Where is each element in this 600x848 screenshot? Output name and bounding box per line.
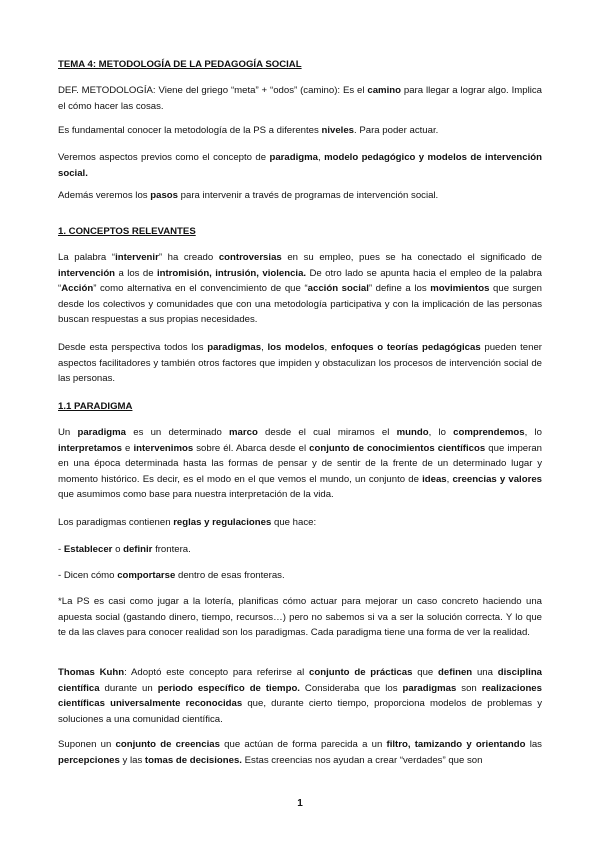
section-heading: 1.1 PARADIGMA — [58, 401, 133, 412]
body-paragraph: Desde esta perspectiva todos los paradigmas, los modelos, enfoques o teorías pedagógicas pueden tener aspectos facilitadores y también otros factores que impiden y obstaculizan los procesos de intervención social de las personas. — [58, 342, 542, 384]
intro-paragraph: DEF. METODOLOGÍA: Viene del griego “meta” + “odos” (camino): Es el camino para llegar a lograr algo. Implica el cómo hacer las cosas. — [58, 85, 542, 112]
list-item: - Establecer o definir frontera. — [58, 544, 191, 555]
body-paragraph: *La PS es casi como jugar a la lotería, planificas cómo actuar para mejorar un caso concreto haciendo una apuesta social (gastando dinero, tiempo, recursos…) pero no sabemos si va a ser la solución correcta. Y lo que te da las claves para conocer realidad son los paradigmas. Cada paradigma tiene una forma de ver la realidad. — [58, 596, 542, 638]
page-number: 1 — [297, 798, 303, 809]
body-paragraph: Los paradigmas contienen reglas y regulaciones que hace: — [58, 517, 317, 528]
body-paragraph: Thomas Kuhn: Adoptó este concepto para referirse al conjunto de prácticas que definen una disciplina científica durante un periodo específico de tiempo. Consideraba que los paradigmas son realizaciones científicas universalmente reconocidas que, durante cierto tiempo, proporciona modelos de problemas y soluciones a una comunidad científica. — [58, 667, 543, 725]
body-paragraph: Suponen un conjunto de creencias que actúan de forma parecida a un filtro, tamizando y orientando las percepciones y las tomas de decisiones. Estas creencias nos ayudan a crear “verdades” que son — [58, 739, 542, 766]
body-paragraph: La palabra “intervenir” ha creado controversias en su empleo, pues se ha conectado el significado de intervención a los de intromisión, intrusión, violencia. De otro lado se apunta hacia el empleo de la palabra “Acción” como alternativa en el convencimiento de que “acción social” define a los movimientos que surgen desde los colectivos y comunidades que con una metodología participativa y con la implicación de las personas buscan respuestas a sus propias necesidades. — [58, 252, 542, 325]
intro-paragraph: Veremos aspectos previos como el concepto de paradigma, modelo pedagógico y modelos de intervención social. — [58, 152, 542, 179]
body-paragraph: Un paradigma es un determinado marco desde el cual miramos el mundo, lo comprendemos, lo interpretamos e intervenimos sobre él. Abarca desde el conjunto de conocimientos científicos que imperan en una época determinada hasta las formas de pensar y de sentir de la frente de un determinado lugar y momento histórico. Es decir, es el modo en el que vemos el mundo, un conjunto de ideas, creencias y valores que asumimos como base para nuestra interpretación de la vida. — [58, 427, 542, 500]
section-heading: 1. CONCEPTOS RELEVANTES — [58, 226, 196, 237]
list-item: - Dicen cómo comportarse dentro de esas fronteras. — [58, 570, 285, 581]
intro-paragraph: Además veremos los pasos para intervenir a través de programas de intervención social. — [58, 190, 439, 201]
document-title: TEMA 4: METODOLOGÍA DE LA PEDAGOGÍA SOCIAL — [58, 59, 302, 70]
intro-paragraph: Es fundamental conocer la metodología de la PS a diferentes niveles. Para poder actuar. — [58, 125, 439, 136]
